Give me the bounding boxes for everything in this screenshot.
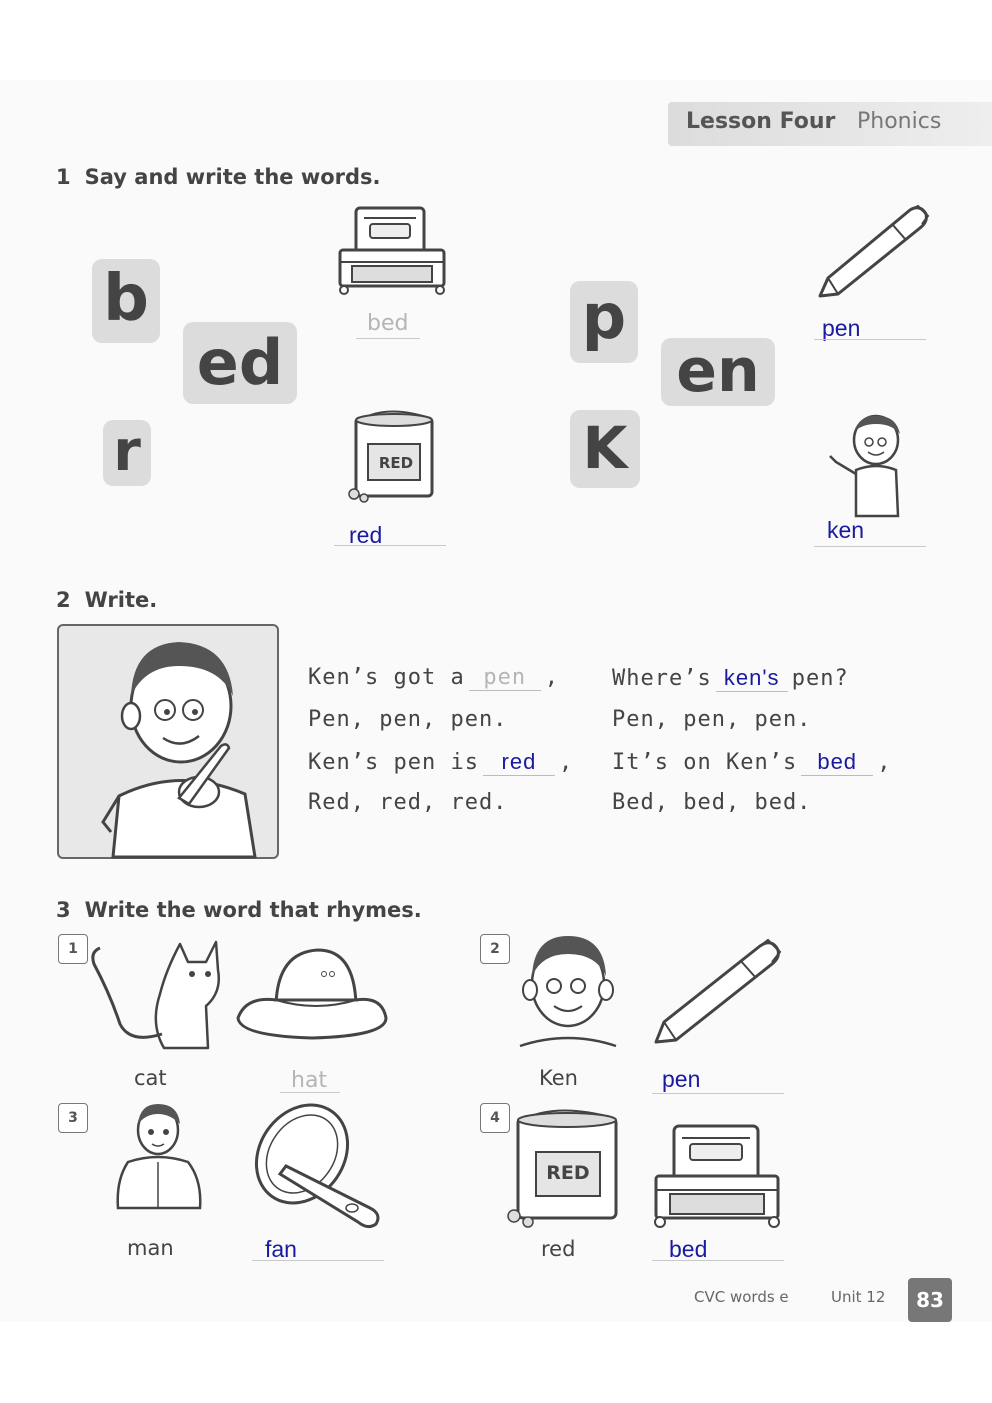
ken-boy-icon: [826, 412, 912, 516]
letter-tile-r: r: [103, 420, 151, 486]
letter-tile-b: b: [92, 259, 160, 343]
letter-tile-p: p: [570, 281, 638, 363]
poem-left-line-1: [308, 665, 559, 691]
bed-icon: [650, 1122, 784, 1230]
item-answer: pen: [662, 1066, 701, 1092]
item-traced-answer: hat: [291, 1068, 328, 1093]
exercise-number: 2: [56, 588, 71, 612]
poem-text: ,: [544, 665, 559, 690]
poem-right-line-4: Bed, bed, bed.: [612, 790, 812, 815]
paint-can-label: RED: [378, 454, 414, 472]
ken-answer: ken: [827, 517, 865, 543]
writing-line: [814, 546, 926, 547]
poem-blank-answer: bed: [801, 749, 873, 776]
poem-left-line-3: [308, 749, 573, 776]
pen-icon: [814, 202, 932, 302]
item-number-box: 3: [58, 1103, 88, 1133]
exercise-instruction: Write the word that rhymes.: [84, 898, 422, 922]
item-number-box: 4: [480, 1103, 510, 1133]
letter-tile-ed: ed: [183, 322, 297, 404]
writing-line: [652, 1260, 784, 1261]
page-number: 83: [908, 1278, 952, 1322]
poem-blank-traced: pen: [469, 665, 541, 691]
item-word: cat: [134, 1066, 167, 1090]
poem-blank-answer: ken's: [716, 665, 788, 692]
item-word: red: [541, 1237, 576, 1261]
pen-icon: [650, 936, 784, 1048]
poem-text: Ken’s pen is: [308, 750, 479, 775]
lesson-section: Phonics: [857, 109, 942, 134]
writing-line: [334, 545, 446, 546]
exercise-number: 1: [56, 165, 71, 189]
fan-icon: [246, 1104, 390, 1228]
writing-line: [652, 1093, 784, 1094]
poem-text: pen?: [791, 666, 849, 691]
exercise-2-heading: [56, 588, 157, 612]
item-answer: bed: [669, 1236, 708, 1262]
pen-answer: pen: [822, 315, 861, 341]
exercise-1-heading: [56, 165, 381, 189]
ken-with-pen-picture: [57, 624, 279, 859]
item-answer: fan: [265, 1236, 297, 1262]
item-number-box: 2: [480, 934, 510, 964]
item-word: man: [127, 1236, 174, 1260]
item-number-box: 1: [58, 934, 88, 964]
poem-right-line-2: Pen, pen, pen.: [612, 707, 812, 732]
exercise-instruction: Say and write the words.: [84, 165, 381, 189]
hat-icon: [236, 944, 388, 1044]
cat-icon: [90, 934, 226, 1052]
paint-can-label: RED: [546, 1162, 590, 1184]
writing-line: [356, 338, 420, 339]
exercise-number: 3: [56, 898, 71, 922]
red-answer: red: [349, 522, 383, 548]
letter-tile-en: en: [661, 338, 775, 406]
poem-right-line-1: [612, 665, 849, 692]
ken-face-icon: [512, 934, 622, 1048]
exercise-3-heading: [56, 898, 422, 922]
footer-topic: CVC words e: [694, 1288, 789, 1306]
boy-holding-pen-icon: [59, 626, 277, 857]
poem-blank-answer: red: [483, 749, 555, 776]
poem-text: ,: [558, 750, 574, 775]
footer-unit: Unit 12: [831, 1288, 886, 1306]
exercise-instruction: Write.: [84, 588, 158, 612]
poem-text: ,: [877, 750, 892, 775]
writing-line: [280, 1092, 340, 1093]
poem-text: It’s on Ken’s: [612, 750, 798, 775]
letter-tile-k: K: [570, 410, 640, 488]
poem-left-line-2: Pen, pen, pen.: [308, 707, 508, 732]
man-icon: [114, 1100, 204, 1228]
writing-line: [252, 1260, 384, 1261]
bed-traced-word: bed: [367, 311, 409, 336]
lesson-title: Lesson Four: [686, 109, 836, 134]
writing-line: [814, 339, 926, 340]
poem-right-line-3: [612, 749, 891, 776]
poem-text: Where’s: [612, 666, 712, 691]
item-word: Ken: [539, 1066, 578, 1090]
poem-text: Ken’s got a: [308, 665, 465, 690]
bed-icon: [334, 204, 450, 296]
poem-left-line-4: Red, red, red.: [308, 790, 508, 815]
